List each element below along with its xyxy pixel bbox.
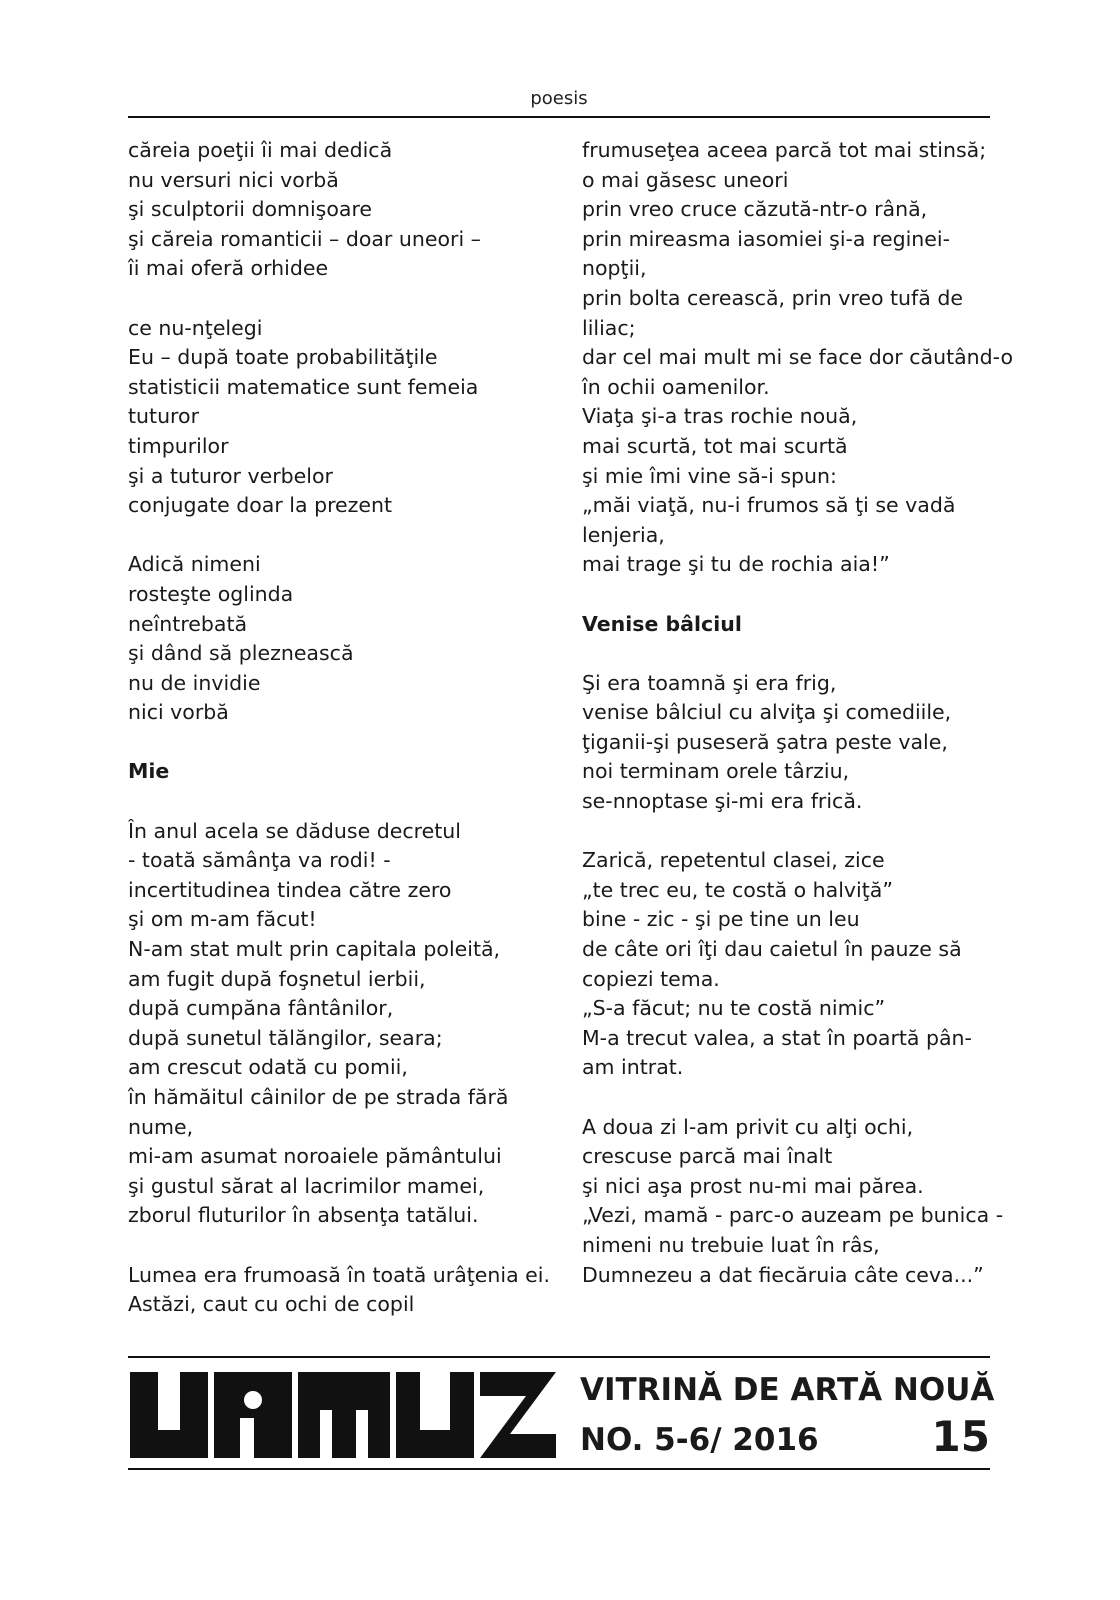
header-rule (128, 116, 990, 118)
right-verse-line: dar cel mai mult mi se face dor căutând-o (582, 345, 1013, 370)
stanza-break (128, 787, 558, 817)
poem-column-right (582, 136, 1012, 1290)
left-verse-line: Eu – după toate probabilităţile (128, 345, 438, 370)
left-verse-line: N-am stat mult prin capitala poleită, (128, 937, 501, 962)
right-verse-line: A doua zi l-am privit cu alţi ochi, (582, 1114, 914, 1139)
left-verse-line: conjugate doar la prezent (128, 493, 393, 518)
right-verse-line: mai trage şi tu de rochia aia!” (582, 552, 890, 577)
right-verse-line: o mai găsesc uneori (582, 167, 789, 192)
stanza-break (128, 1231, 558, 1261)
right-verse-line: frumuseţea aceea parcă tot mai stinsă; (582, 138, 987, 162)
stanza-break (128, 728, 558, 758)
right-verse-line: „S-a făcut; nu te costă nimic” (582, 996, 886, 1021)
right-verse-line: Dumnezeu a dat fiecăruia câte ceva...” (582, 1262, 984, 1287)
right-verse-line: „măi viaţă, nu-i frumos să ţi se vadă (582, 493, 956, 518)
right-verse-line: liliac; (582, 315, 636, 340)
left-verse-line: nu de invidie (128, 670, 261, 695)
stanza-break (128, 521, 558, 551)
footer-rule-top (128, 1356, 990, 1358)
left-verse-line: neîntrebată (128, 611, 248, 636)
right-verse-line: prin mireasma iasomiei şi-a reginei- (582, 226, 951, 251)
urmuz-logo (128, 1370, 558, 1460)
left-verse-line: în hămăitul câinilor de pe strada fără (128, 1085, 509, 1109)
left-verse-line: incertitudinea tindea către zero (128, 877, 452, 902)
left-verse-line: - toată sămânţa va rodi! - (128, 848, 391, 873)
stanza-break (128, 284, 558, 314)
left-verse-line: rosteşte oglinda (128, 581, 294, 606)
right-verse-line: nimeni nu trebuie luat în râs, (582, 1232, 880, 1257)
right-verse-line: ţiganii-şi puseseră şatra peste vale, (582, 729, 948, 754)
right-verse-line: „Vezi, mamă - parc-o auzeam pe bunica - (582, 1203, 1004, 1228)
left-verse-line: nume, (128, 1114, 194, 1139)
right-verse-line: mai scurtă, tot mai scurtă (582, 433, 848, 458)
left-verse-line: am fugit după foşnetul ierbii, (128, 966, 426, 991)
left-verse-line: Lumea era frumoasă în toată urâţenia ei. (128, 1262, 550, 1287)
right-verse-line: Şi era toamnă şi era frig, (582, 670, 837, 695)
left-verse-line: mi-am asumat noroaiele pământului (128, 1144, 502, 1169)
left-verse-line: şi gustul sărat al lacrimilor mamei, (128, 1173, 485, 1198)
left-verse-line: timpurilor (128, 433, 229, 458)
left-verse-line: zborul fluturilor în absenţa tatălui. (128, 1203, 479, 1228)
left-verse-line: am crescut odată cu pomii, (128, 1055, 408, 1080)
left-verse-line: tuturor (128, 404, 200, 429)
right-verse-line: crescuse parcă mai înalt (582, 1144, 833, 1169)
right-verse-line: prin bolta cerească, prin vreo tufă de (582, 285, 963, 310)
left-verse-line: Astăzi, caut cu ochi de copil (128, 1292, 415, 1317)
stanza-break (582, 1083, 1012, 1113)
footer-rule-bottom (128, 1468, 990, 1470)
left-verse-line: căreia poeţii îi mai dedică (128, 138, 393, 162)
left-verse-line: şi sculptorii domnişoare (128, 197, 373, 222)
right-verse-line: de câte ori îţi dau caietul în pauze să (582, 937, 962, 962)
right-verse-line: nopţii, (582, 256, 647, 281)
stanza-break (582, 639, 1012, 669)
section-label: poesis (530, 88, 588, 109)
right-verse-line: bine - zic - şi pe tine un leu (582, 907, 860, 932)
left-verse-line: statisticii matematice sunt femeia (128, 374, 479, 399)
right-verse-line: şi nici aşa prost nu-mi mai părea. (582, 1173, 924, 1198)
poem-column-left (128, 136, 558, 1320)
right-verse-line: Zarică, repetentul clasei, zice (582, 848, 885, 873)
right-verse-line: şi mie îmi vine să-i spun: (582, 463, 837, 488)
left-verse-line: În anul acela se dăduse decretul (128, 818, 461, 843)
right-verse-line: am intrat. (582, 1055, 684, 1080)
page-number: 15 (931, 1412, 990, 1461)
left-verse-line: Adică nimeni (128, 552, 261, 577)
right-verse-line: lenjeria, (582, 522, 665, 547)
logo-letter-m (298, 1372, 390, 1458)
left-verse-line: după cumpăna fântânilor, (128, 996, 394, 1021)
left-verse-line: şi dând să pleznească (128, 641, 354, 666)
right-verse-line: în ochii oamenilor. (582, 374, 770, 399)
poem-title: Venise bâlciul (582, 611, 742, 636)
left-verse-line: după sunetul tălăngilor, seara; (128, 1025, 443, 1050)
left-verse-line: ce nu-nţelegi (128, 315, 263, 340)
right-verse-line: M-a trecut valea, a stat în poartă pân- (582, 1025, 972, 1050)
magazine-tagline: VITRINĂ DE ARTĂ NOUĂ (580, 1372, 995, 1408)
issue-number: NO. 5-6/ 2016 (580, 1422, 819, 1458)
right-verse-line: noi terminam orele târziu, (582, 759, 850, 784)
right-verse-line: „te trec eu, te costă o halviţă” (582, 877, 893, 902)
left-verse-line: şi om m-am făcut! (128, 907, 317, 932)
left-verse-line: şi căreia romanticii – doar uneori – (128, 226, 481, 251)
stanza-break (582, 817, 1012, 847)
left-verse-line: nu versuri nici vorbă (128, 167, 339, 192)
right-verse-line: prin vreo cruce căzută-ntr-o rână, (582, 197, 928, 222)
poem-title: Mie (128, 759, 170, 784)
stanza-break (582, 580, 1012, 610)
right-verse-line: se-nnoptase şi-mi era frică. (582, 789, 863, 814)
left-verse-line: nici vorbă (128, 700, 229, 725)
right-verse-line: Viaţa şi-a tras rochie nouă, (582, 404, 858, 429)
right-verse-line: venise bâlciul cu alviţa şi comediile, (582, 700, 952, 725)
left-verse-line: şi a tuturor verbelor (128, 463, 333, 488)
right-verse-line: copiezi tema. (582, 966, 720, 991)
left-verse-line: îi mai oferă orhidee (128, 256, 329, 281)
